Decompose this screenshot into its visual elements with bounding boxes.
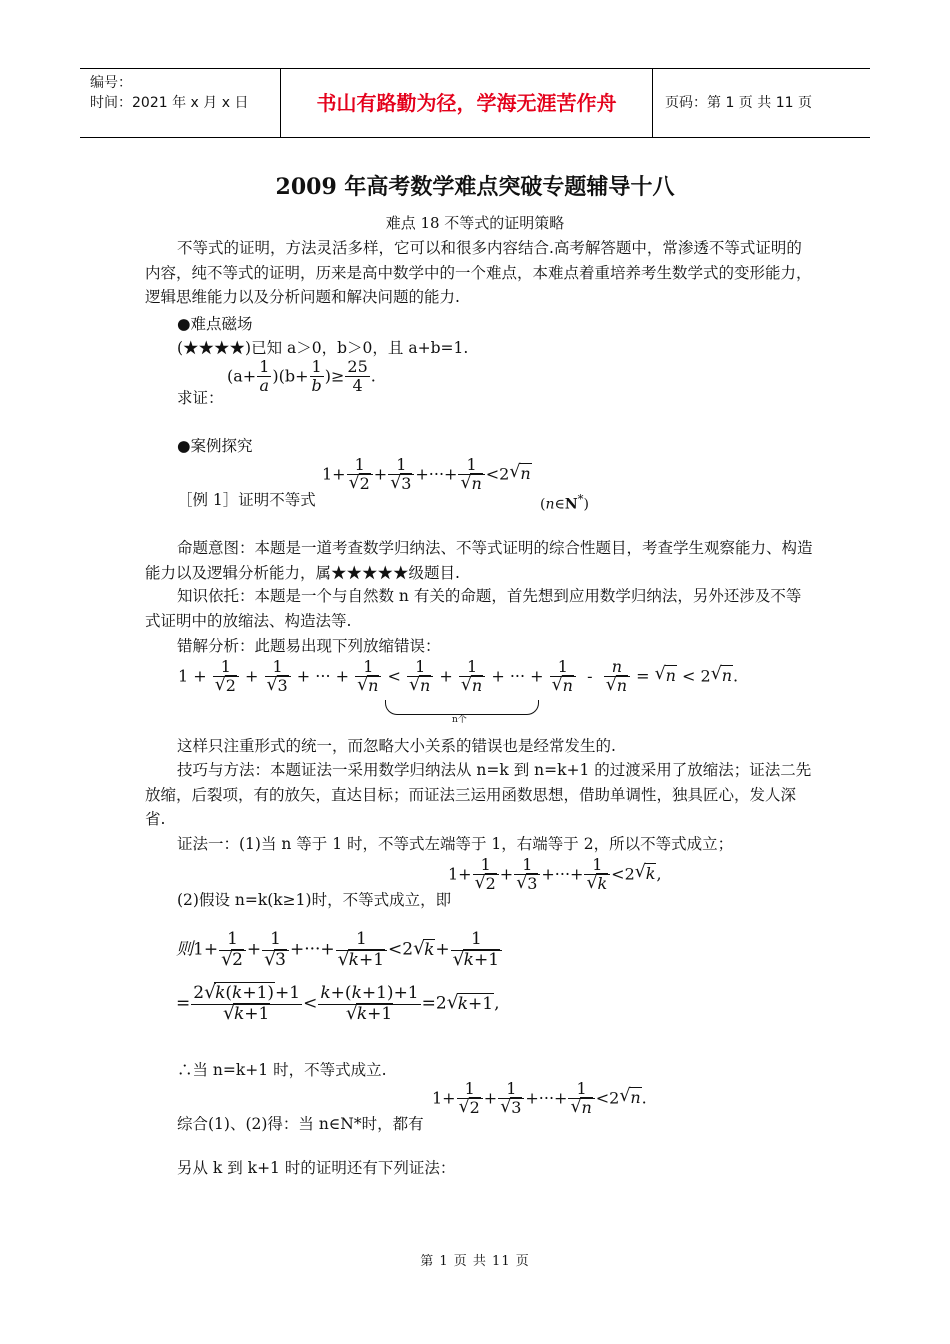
header-table (80, 68, 870, 138)
technique-paragraph: 技巧与方法：本题证法一采用数学归纳法从 n=k 到 n=k+1 的过渡采用了放缩法；证法二先放缩，后裂项，有的放矢，直达目标；而证法三运用函数思想，借助单调性，独具匠心，发人深省. (145, 761, 812, 828)
underbrace-label: n个 (452, 715, 467, 725)
prove-formula: (a+ $\frac{1}{a}$ )(b+ $\frac{1}{b}$ )≥ $\frac{25}{4}$ . (227, 357, 376, 396)
induction-line-1: 则1+ 1 √ 2 + 1 √ 3 +···+ 1 √ k+1 <2√ k+ 1 √ k+1 (176, 930, 503, 970)
problem-statement: (★★★★)已知 a＞0，b＞0，且 a+b=1. (177, 339, 469, 357)
example-condition: (n∈N*) (540, 492, 589, 513)
combine-label: 综合(1)、(2)得：当 n∈N*时，都有 (177, 1115, 424, 1133)
number-label: 编号： (90, 75, 132, 91)
another-proof-line: 另从 k 到 k+1 时的证明还有下列证法： (177, 1159, 456, 1177)
page-footer: 第 1 页 共 11 页 (420, 1254, 530, 1269)
document-title: 2009 年高考数学难点突破专题辅导十八 (275, 174, 675, 200)
intent-paragraph: 命题意图：本题是一道考查数学归纳法、不等式证明的综合性题目，考查学生观察能力、构造能力以及逻辑分析能力，属★★★★★级题目. (145, 539, 813, 582)
proof-step-1: 证法一：(1)当 n 等于 1 时，不等式左端等于 1，右端等于 2，所以不等式成立； (177, 835, 734, 853)
induction-line-2: = 2√ k(k+1)+1 √ k+1 < k+(k+1)+1 √ k+1 =2√ k+1, (176, 984, 499, 1024)
date-label: 时间：2021 年 x 月 x 日 (90, 95, 249, 111)
section-heading-1: ●难点磁场 (177, 315, 253, 333)
comment-line: 这样只注重形式的统一，而忽略大小关系的错误也是经常发生的. (177, 737, 616, 755)
header-left-cell (80, 69, 280, 137)
then-label: 则 (176, 939, 193, 960)
combine-formula: 1+ 1 √ 2 + 1 √ 3 +···+ 1 √ n <2√ n. (432, 1080, 647, 1118)
example-label: ［例 1］证明不等式 (177, 491, 316, 509)
error-formula: 1 + 1 √ 2 + 1 √ 3 + ··· + 1 √ n < 1 √ n + 1 √ n + ··· + 1 √ n - n √ n = √ n < 2√ n. (178, 658, 738, 696)
intro-paragraph: 不等式的证明，方法灵活多样，它可以和很多内容结合.高考解答题中，常渗透不等式证明的内容，纯不等式的证明，历来是高中数学中的一个难点，本难点着重培养考生数学式的变形能力，逻辑思维能力以及分析问题和解决问题的能力. (145, 239, 812, 306)
page-info: 页码：第 1 页 共 11 页 (665, 95, 812, 111)
prove-label: 求证： (177, 389, 224, 407)
proof-step-2-label: (2)假设 n=k(k≥1)时，不等式成立，即 (177, 891, 452, 909)
proof-step-2-formula: 1+ 1 √ 2 + 1 √ 3 +···+ 1 √ k <2√ k, (448, 856, 662, 894)
document-subtitle: 难点 18 不等式的证明策略 (385, 214, 565, 232)
therefore-line: ∴当 n=k+1 时，不等式成立. (177, 1061, 387, 1079)
error-label: 错解分析：此题易出现下列放缩错误： (177, 637, 441, 655)
section-heading-2: ●案例探究 (177, 437, 253, 455)
example-formula: 1+ 1 √ 2 + 1 √ 3 +···+ 1 √ n <2√ n (322, 456, 532, 494)
knowledge-paragraph: 知识依托：本题是一个与自然数 n 有关的命题，首先想到应用数学归纳法，另外还涉及不等式证明中的放缩法、构造法等. (145, 587, 802, 630)
motto: 书山有路勤为径，学海无涯苦作舟 (280, 69, 653, 137)
